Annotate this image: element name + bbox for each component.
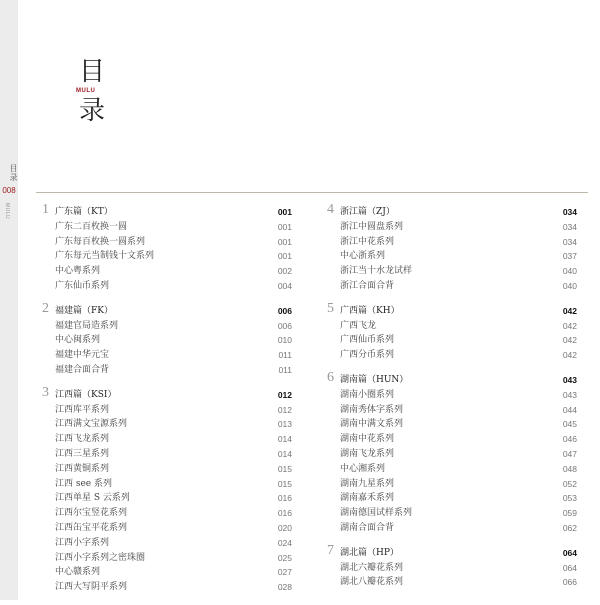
toc-entry[interactable] <box>327 319 577 334</box>
toc-entry-page-number: 034 <box>562 221 577 232</box>
toc-entry-title: 中心粤系列 <box>55 266 101 277</box>
side-tab-label: 目录 <box>9 164 18 182</box>
toc-entry[interactable] <box>327 235 577 250</box>
toc-entry[interactable] <box>327 575 577 590</box>
toc-entry[interactable] <box>42 491 292 506</box>
toc-entry-page-number: 024 <box>277 537 292 548</box>
toc-entry-title: 浙江中圆盘系列 <box>340 221 404 232</box>
toc-entry-title: 湖南飞龙系列 <box>340 448 395 459</box>
section-number: 3 <box>42 384 49 400</box>
toc-section <box>42 384 292 595</box>
page-title-subtitle: MULU <box>76 88 96 94</box>
toc-entry[interactable] <box>327 462 577 477</box>
toc-entry-title: 中心湘系列 <box>340 463 386 474</box>
toc-entry-title: 广西仙币系列 <box>340 335 395 346</box>
toc-entry-title: 江西缶宝平花系列 <box>55 522 128 533</box>
toc-section-heading[interactable] <box>327 369 577 388</box>
toc-entry[interactable] <box>42 403 292 418</box>
toc-entry-page-number: 025 <box>277 552 292 563</box>
side-tab-sub-label: MULU <box>4 203 10 220</box>
toc-entry-page-number: 016 <box>277 493 292 504</box>
toc-entry-title: 中心浙系列 <box>340 251 386 262</box>
toc-entry-page-number: 001 <box>277 251 292 262</box>
toc-entry[interactable] <box>42 279 292 294</box>
toc-entry-page-number: 042 <box>562 320 577 331</box>
toc-entry-page-number: 043 <box>562 389 577 400</box>
toc-entry[interactable] <box>327 506 577 521</box>
section-number: 1 <box>42 202 49 217</box>
toc-entry[interactable] <box>327 417 577 432</box>
toc-entry-title: 广东二百枚换一圆 <box>55 221 128 232</box>
toc-entry-page-number: 012 <box>277 404 292 415</box>
toc-entry-page-number: 040 <box>562 280 577 291</box>
section-title: 广东篇（KT） <box>55 207 113 217</box>
toc-entry[interactable] <box>327 521 577 536</box>
toc-entry[interactable] <box>42 235 292 250</box>
toc-entry-title: 福建合面合背 <box>55 364 110 375</box>
section-title: 湖北篇（HP） <box>340 547 399 558</box>
toc-entry-page-number: 028 <box>277 582 292 593</box>
toc-entry-page-number: 015 <box>277 478 292 489</box>
section-page-number: 001 <box>277 207 292 217</box>
toc-column-right <box>327 202 577 600</box>
toc-entry-page-number: 052 <box>562 478 577 489</box>
toc-entry[interactable] <box>327 403 577 418</box>
toc-entry[interactable] <box>42 220 292 235</box>
toc-entry[interactable] <box>327 220 577 235</box>
toc-entry[interactable] <box>42 447 292 462</box>
toc-entry[interactable] <box>327 264 577 279</box>
toc-entry[interactable] <box>327 447 577 462</box>
toc-entry[interactable] <box>327 333 577 348</box>
toc-entry-page-number: 014 <box>277 434 292 445</box>
toc-entry-page-number: 014 <box>277 448 292 459</box>
toc-entry-page-number: 001 <box>277 221 292 232</box>
toc-entry-title: 广西飞龙 <box>340 320 377 331</box>
toc-entry-title: 广东每百枚换一圆系列 <box>55 236 146 247</box>
toc-entry-title: 湖南德国试样系列 <box>340 508 413 519</box>
toc-entry-page-number: 066 <box>562 577 577 588</box>
toc-entry-page-number: 045 <box>562 419 577 430</box>
toc-entry-page-number: 064 <box>562 562 577 573</box>
toc-entry[interactable] <box>327 561 577 576</box>
toc-entry-title: 湖南中花系列 <box>340 434 395 445</box>
section-page-number: 042 <box>562 305 577 316</box>
toc-entry-page-number: 053 <box>562 493 577 504</box>
toc-entry-title: 江西飞龙系列 <box>55 434 110 445</box>
toc-entry[interactable] <box>42 580 292 595</box>
toc-entry-page-number: 046 <box>562 434 577 445</box>
toc-entry[interactable] <box>327 279 577 294</box>
toc-entry-page-number: 040 <box>562 266 577 277</box>
toc-column-left <box>42 202 292 605</box>
toc-entry-title: 湖南小圈系列 <box>340 389 395 400</box>
toc-section <box>327 542 577 590</box>
toc-entry[interactable] <box>42 264 292 279</box>
toc-entry[interactable] <box>42 565 292 580</box>
toc-entry-title: 湖北六瓣花系列 <box>340 562 404 573</box>
toc-section-heading[interactable] <box>327 202 577 220</box>
section-number: 7 <box>327 542 334 558</box>
toc-entry-title: 广东每元当制钱十文系列 <box>55 251 155 262</box>
toc-entry-page-number: 044 <box>562 404 577 415</box>
side-tab <box>0 0 18 600</box>
toc-entry-page-number: 042 <box>562 335 577 346</box>
section-number: 5 <box>327 300 334 316</box>
toc-entry-title: 江西小字系列 <box>55 537 110 548</box>
toc-entry-page-number: 013 <box>277 419 292 430</box>
section-title: 福建篇（FK） <box>55 305 113 316</box>
toc-entry[interactable] <box>42 506 292 521</box>
toc-entry-title: 湖北八瓣花系列 <box>340 577 404 588</box>
toc-section <box>327 202 577 294</box>
toc-entry-page-number: 047 <box>562 448 577 459</box>
section-page-number: 043 <box>562 374 577 385</box>
toc-entry[interactable] <box>327 491 577 506</box>
toc-entry[interactable] <box>42 536 292 551</box>
section-page-number: 012 <box>277 389 292 400</box>
toc-entry-page-number: 010 <box>277 335 292 346</box>
toc-entry[interactable] <box>42 432 292 447</box>
toc-entry-title: 浙江当十水龙试样 <box>340 266 413 277</box>
toc-entry-title: 福建官局造系列 <box>55 320 119 331</box>
toc-entry-title: 湖南合面合背 <box>340 522 395 533</box>
toc-section <box>327 369 577 536</box>
toc-entry[interactable] <box>42 551 292 566</box>
toc-section <box>42 202 292 294</box>
toc-entry-page-number: 001 <box>277 236 292 247</box>
section-number: 4 <box>327 202 334 217</box>
toc-entry-page-number: 042 <box>562 350 577 361</box>
toc-entry-title: 江西黄铜系列 <box>55 463 110 474</box>
toc-section-heading[interactable] <box>42 300 292 319</box>
toc-entry-title: 浙江中花系列 <box>340 236 395 247</box>
toc-entry[interactable] <box>42 462 292 477</box>
toc-entry-page-number: 048 <box>562 463 577 474</box>
toc-entry[interactable] <box>327 388 577 403</box>
toc-entry-title: 中心闽系列 <box>55 335 101 346</box>
page-title-char-1: 目 <box>79 57 106 87</box>
toc-entry-page-number: 037 <box>562 251 577 262</box>
section-page-number: 034 <box>562 207 577 217</box>
toc-entry[interactable] <box>42 363 292 378</box>
toc-entry[interactable] <box>327 477 577 492</box>
toc-entry-title: 广西分币系列 <box>340 350 395 361</box>
toc-entry-page-number: 020 <box>277 522 292 533</box>
toc-entry-page-number: 004 <box>277 280 292 291</box>
toc-entry-page-number: 034 <box>562 236 577 247</box>
toc-entry-title: 江西单星 S 云系列 <box>55 493 130 504</box>
toc-entry-title: 江西小字系列之密珠圈 <box>55 552 146 563</box>
toc-entry-title: 浙江合面合背 <box>340 280 395 291</box>
toc-entry[interactable] <box>42 319 292 334</box>
toc-entry-page-number: 006 <box>277 320 292 331</box>
toc-entry[interactable] <box>327 432 577 447</box>
toc-section <box>327 300 577 363</box>
toc-section-heading[interactable] <box>42 202 292 220</box>
toc-entry-page-number: 062 <box>562 522 577 533</box>
toc-entry-page-number: 011 <box>278 364 292 375</box>
toc-entry-page-number: 027 <box>277 567 292 578</box>
toc-entry-title: 湖南中满文系列 <box>340 419 404 430</box>
section-page-number: 064 <box>562 547 577 558</box>
section-page-number: 006 <box>277 305 292 316</box>
toc-entry[interactable] <box>42 348 292 363</box>
toc-section-heading[interactable] <box>327 542 577 561</box>
page-title-char-2: 录 <box>79 96 106 126</box>
toc-entry[interactable] <box>327 249 577 264</box>
toc-entry-title: 江西大写阴平系列 <box>55 582 128 593</box>
toc-entry-title: 江西三星系列 <box>55 448 110 459</box>
toc-entry-page-number: 016 <box>277 508 292 519</box>
toc-entry[interactable] <box>42 417 292 432</box>
toc-entry-page-number: 011 <box>278 350 292 361</box>
toc-entry-page-number: 002 <box>277 266 292 277</box>
toc-entry-title: 湖南秀体字系列 <box>340 404 404 415</box>
section-title: 江西篇（KSI） <box>55 389 117 400</box>
toc-entry-title: 江西 see 系列 <box>55 478 112 489</box>
section-title: 广西篇（KH） <box>340 305 400 316</box>
toc-entry-title: 湖南嘉禾系列 <box>340 493 395 504</box>
toc-section <box>42 300 292 378</box>
toc-section-heading[interactable] <box>327 300 577 319</box>
toc-section-heading[interactable] <box>42 384 292 403</box>
section-title: 浙江篇（ZJ） <box>340 207 395 217</box>
toc-entry-title: 湖南九星系列 <box>340 478 395 489</box>
toc-entry-page-number: 015 <box>277 463 292 474</box>
toc-entry[interactable] <box>42 477 292 492</box>
toc-entry-title: 江西库平系列 <box>55 404 110 415</box>
toc-entry-title: 江西尔宝竖花系列 <box>55 508 128 519</box>
toc-entry[interactable] <box>42 333 292 348</box>
section-title: 湖南篇（HUN） <box>340 374 409 385</box>
toc-entry[interactable] <box>327 348 577 363</box>
toc-entry[interactable] <box>42 521 292 536</box>
toc-entry-title: 广东仙币系列 <box>55 280 110 291</box>
toc-entry[interactable] <box>42 249 292 264</box>
toc-entry-title: 江西满文宝源系列 <box>55 419 128 430</box>
section-number: 6 <box>327 369 334 385</box>
toc-entry-title: 中心赣系列 <box>55 567 101 578</box>
header-divider <box>36 192 588 193</box>
side-tab-page-number: 008 <box>2 186 16 195</box>
toc-entry-title: 福建中华元宝 <box>55 350 110 361</box>
toc-entry-page-number: 059 <box>562 508 577 519</box>
section-number: 2 <box>42 300 49 316</box>
